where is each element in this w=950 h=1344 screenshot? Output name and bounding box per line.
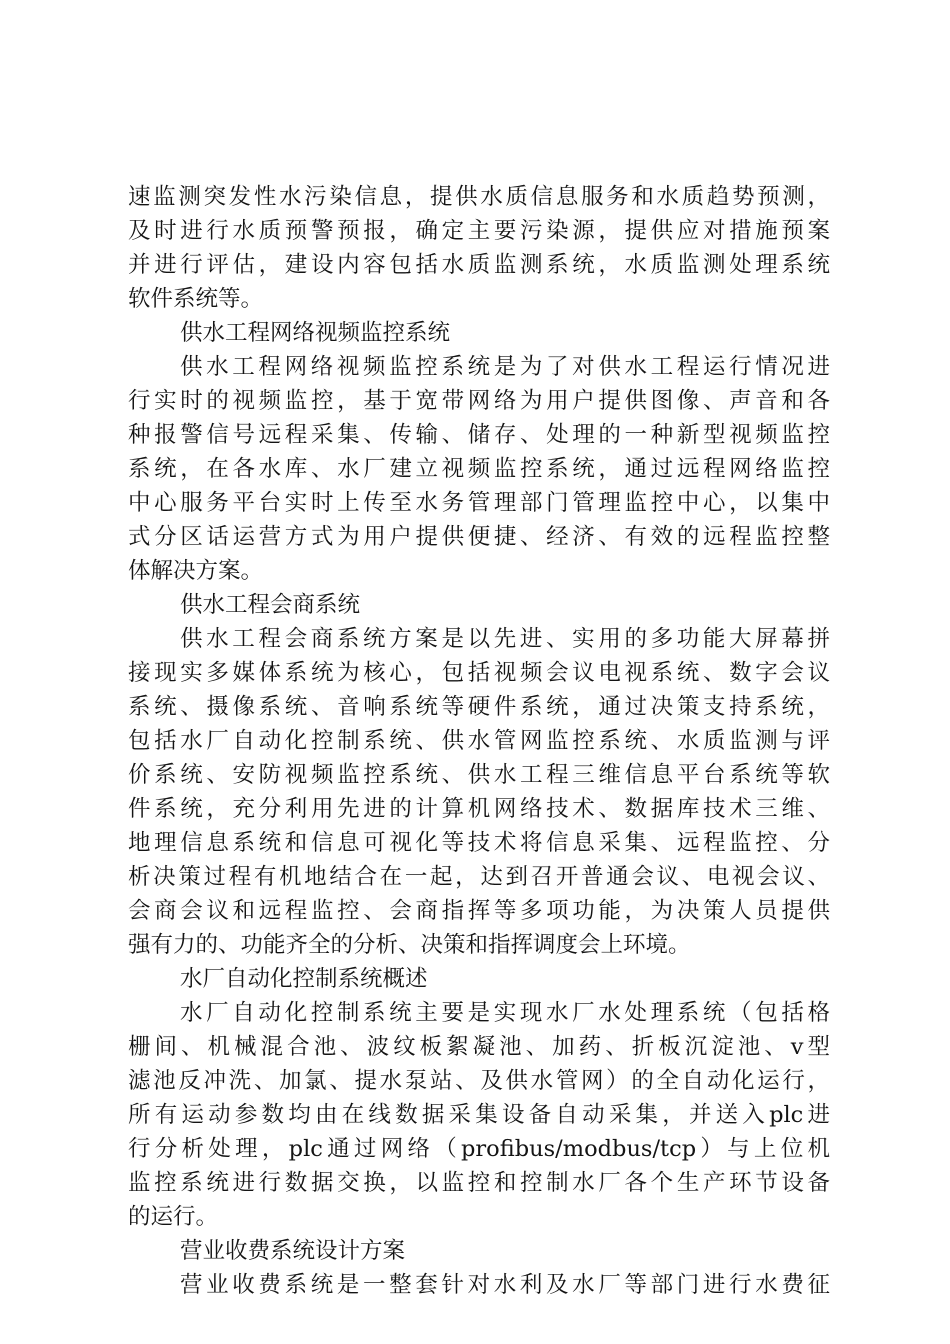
section-heading: 营业收费系统设计方案 [180,1238,406,1264]
paragraph-line: 并进行评估，建设内容包括水质监测系统，水质监测处理系统 [128,252,830,278]
paragraph-line: 滤池反冲洗、加氯、提水泵站、及供水管网）的全自动化运行， [128,1068,830,1094]
paragraph-line: 及时进行水质预警预报，确定主要污染源，提供应对措施预案 [128,218,830,244]
paragraph-line: 所有运动参数均由在线数据采集设备自动采集，并送入plc进 [128,1102,830,1128]
paragraph-line: 价系统、安防视频监控系统、供水工程三维信息平台系统等软 [128,762,830,788]
paragraph-line: 速监测突发性水污染信息，提供水质信息服务和水质趋势预测， [128,184,830,210]
paragraph-line: 件系统，充分利用先进的计算机网络技术、数据库技术三维、 [128,796,830,822]
paragraph-line: 供水工程网络视频监控系统是为了对供水工程运行情况进 [180,354,830,380]
paragraph-line: 栅间、机械混合池、波纹板絮凝池、加药、折板沉淀池、v型 [128,1034,830,1060]
paragraph-line: 系统，在各水库、水厂建立视频监控系统，通过远程网络监控 [128,456,830,482]
paragraph-line: 行分析处理，plc通过网络（profibus/modbus/tcp）与上位机 [128,1136,830,1162]
paragraph-line: 地理信息系统和信息可视化等技术将信息采集、远程监控、分 [128,830,830,856]
paragraph-line: 中心服务平台实时上传至水务管理部门管理监控中心，以集中 [128,490,830,516]
section-heading: 供水工程会商系统 [180,592,361,618]
paragraph-line: 析决策过程有机地结合在一起，达到召开普通会议、电视会议、 [128,864,830,890]
paragraph-line: 包括水厂自动化控制系统、供水管网监控系统、水质监测与评 [128,728,830,754]
paragraph-line: 监控系统进行数据交换，以监控和控制水厂各个生产环节设备 [128,1170,830,1196]
paragraph-line: 供水工程会商系统方案是以先进、实用的多功能大屏幕拼 [180,626,830,652]
paragraph-line: 行实时的视频监控，基于宽带网络为用户提供图像、声音和各 [128,388,830,414]
section-heading: 供水工程网络视频监控系统 [180,320,451,346]
paragraph-line: 接现实多媒体系统为核心，包括视频会议电视系统、数字会议 [128,660,830,686]
paragraph-line: 水厂自动化控制系统主要是实现水厂水处理系统（包括格 [180,1000,830,1026]
paragraph-line: 体解决方案。 [128,558,264,584]
paragraph-line: 营业收费系统是一整套针对水利及水厂等部门进行水费征 [180,1272,830,1298]
paragraph-line: 种报警信号远程采集、传输、储存、处理的一种新型视频监控 [128,422,830,448]
section-heading: 水厂自动化控制系统概述 [180,966,428,992]
paragraph-line: 的运行。 [128,1204,219,1230]
paragraph-line: 会商会议和远程监控、会商指挥等多项功能，为决策人员提供 [128,898,830,924]
paragraph-line: 强有力的、功能齐全的分析、决策和指挥调度会上环境。 [128,932,691,958]
paragraph-line: 系统、摄像系统、音响系统等硬件系统，通过决策支持系统， [128,694,830,720]
paragraph-line: 软件系统等。 [128,286,264,312]
paragraph-line: 式分区话运营方式为用户提供便捷、经济、有效的远程监控整 [128,524,830,550]
